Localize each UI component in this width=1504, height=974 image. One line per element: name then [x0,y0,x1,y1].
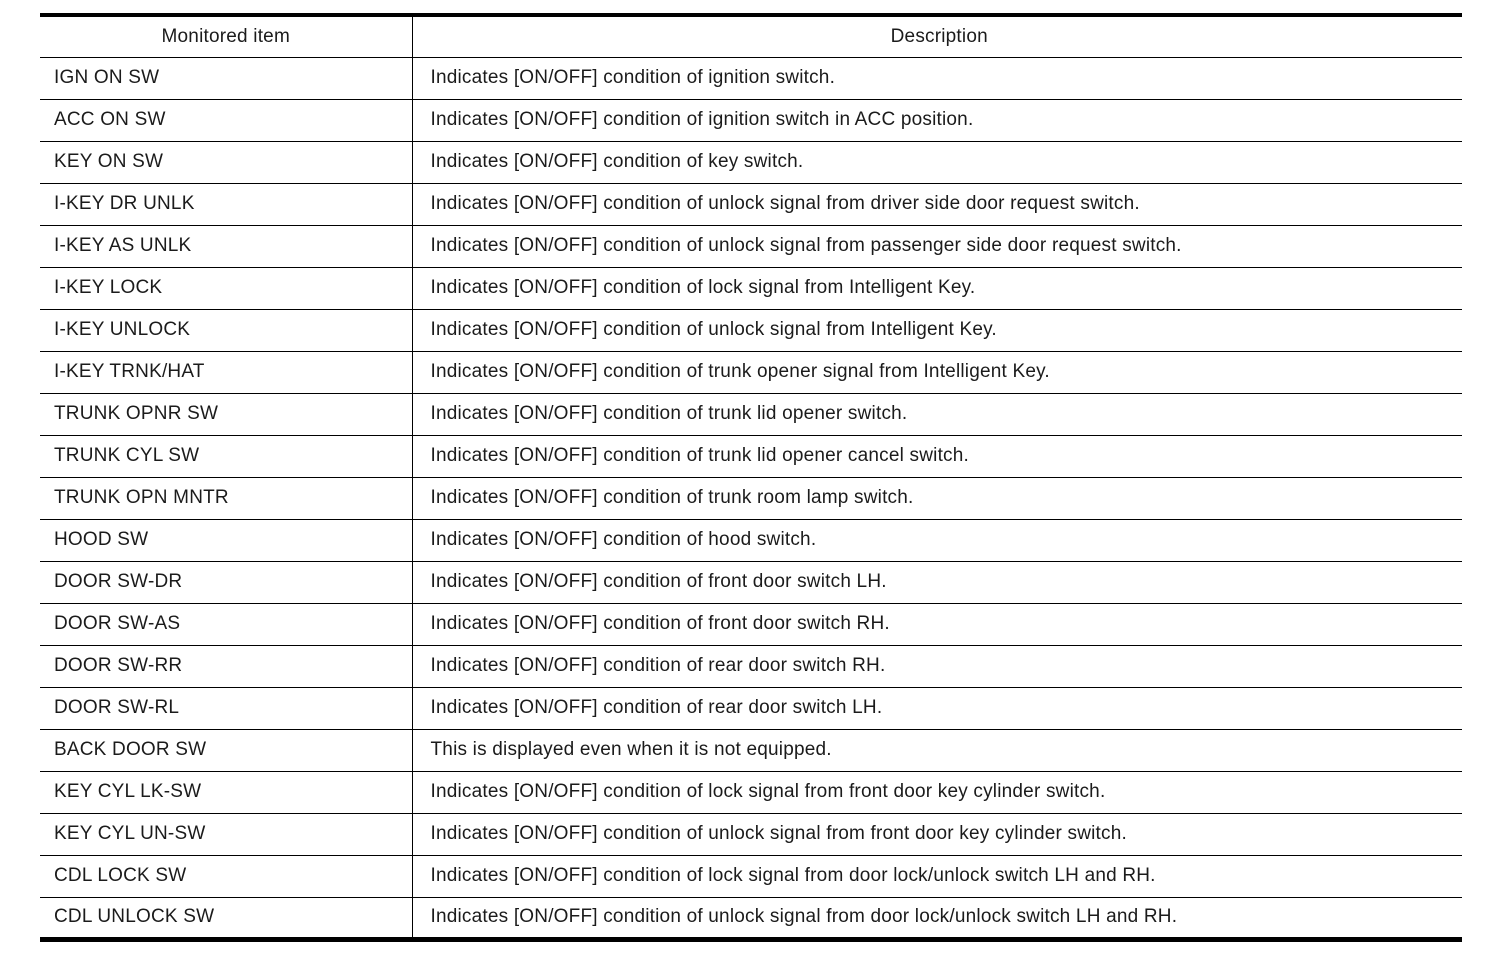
description-cell: Indicates [ON/OFF] condition of trunk room lamp switch. [412,477,1462,519]
monitored-item-cell: I-KEY TRNK/HAT [40,351,412,393]
monitored-item-cell: TRUNK OPNR SW [40,393,412,435]
monitored-item-cell: TRUNK CYL SW [40,435,412,477]
description-cell: Indicates [ON/OFF] condition of rear door switch RH. [412,645,1462,687]
monitored-item-cell: KEY CYL LK-SW [40,771,412,813]
description-cell: Indicates [ON/OFF] condition of rear door switch LH. [412,687,1462,729]
table-row [40,141,1462,183]
table-row [40,813,1462,855]
monitored-item-cell: HOOD SW [40,519,412,561]
table-row [40,57,1462,99]
monitored-item-cell: I-KEY UNLOCK [40,309,412,351]
table-row [40,897,1462,939]
description-cell: Indicates [ON/OFF] condition of front door switch LH. [412,561,1462,603]
description-cell: Indicates [ON/OFF] condition of front door switch RH. [412,603,1462,645]
monitored-item-cell: BACK DOOR SW [40,729,412,771]
monitored-item-cell: KEY ON SW [40,141,412,183]
table-row [40,183,1462,225]
description-cell: Indicates [ON/OFF] condition of lock signal from door lock/unlock switch LH and RH. [412,855,1462,897]
monitored-item-cell: IGN ON SW [40,57,412,99]
monitored-item-cell: TRUNK OPN MNTR [40,477,412,519]
table-row [40,645,1462,687]
description-cell: Indicates [ON/OFF] condition of trunk lid opener switch. [412,393,1462,435]
table-row [40,435,1462,477]
table-row [40,351,1462,393]
table-row [40,99,1462,141]
description-cell: Indicates [ON/OFF] condition of trunk opener signal from Intelligent Key. [412,351,1462,393]
monitored-item-cell: DOOR SW-RL [40,687,412,729]
monitored-item-cell: DOOR SW-AS [40,603,412,645]
monitored-item-cell: I-KEY AS UNLK [40,225,412,267]
table-row [40,603,1462,645]
table-row [40,309,1462,351]
monitored-item-header: Monitored item [40,15,412,57]
monitored-item-cell: DOOR SW-RR [40,645,412,687]
table-row [40,855,1462,897]
description-cell: Indicates [ON/OFF] condition of unlock signal from front door key cylinder switch. [412,813,1462,855]
monitored-item-cell: KEY CYL UN-SW [40,813,412,855]
description-header: Description [412,15,1462,57]
monitored-item-cell: CDL LOCK SW [40,855,412,897]
table-row [40,267,1462,309]
description-cell: Indicates [ON/OFF] condition of key switch. [412,141,1462,183]
table-header-row [40,15,1462,57]
description-cell: Indicates [ON/OFF] condition of hood switch. [412,519,1462,561]
description-cell: Indicates [ON/OFF] condition of trunk lid opener cancel switch. [412,435,1462,477]
monitored-item-cell: DOOR SW-DR [40,561,412,603]
description-cell: Indicates [ON/OFF] condition of ignition switch in ACC position. [412,99,1462,141]
monitored-item-cell: CDL UNLOCK SW [40,897,412,939]
description-cell: Indicates [ON/OFF] condition of unlock signal from passenger side door request switch. [412,225,1462,267]
table-row [40,771,1462,813]
table-row [40,687,1462,729]
description-cell: Indicates [ON/OFF] condition of lock signal from front door key cylinder switch. [412,771,1462,813]
table-row [40,477,1462,519]
monitored-item-cell: ACC ON SW [40,99,412,141]
description-cell: This is displayed even when it is not equipped. [412,729,1462,771]
table-row [40,729,1462,771]
monitored-item-cell: I-KEY LOCK [40,267,412,309]
monitored-item-table [40,13,1462,942]
description-cell: Indicates [ON/OFF] condition of lock signal from Intelligent Key. [412,267,1462,309]
monitored-item-cell: I-KEY DR UNLK [40,183,412,225]
table-row [40,561,1462,603]
description-cell: Indicates [ON/OFF] condition of unlock signal from door lock/unlock switch LH and RH. [412,897,1462,939]
description-cell: Indicates [ON/OFF] condition of unlock signal from Intelligent Key. [412,309,1462,351]
description-cell: Indicates [ON/OFF] condition of ignition switch. [412,57,1462,99]
table-row [40,393,1462,435]
description-cell: Indicates [ON/OFF] condition of unlock signal from driver side door request switch. [412,183,1462,225]
table-row [40,519,1462,561]
table-row [40,225,1462,267]
